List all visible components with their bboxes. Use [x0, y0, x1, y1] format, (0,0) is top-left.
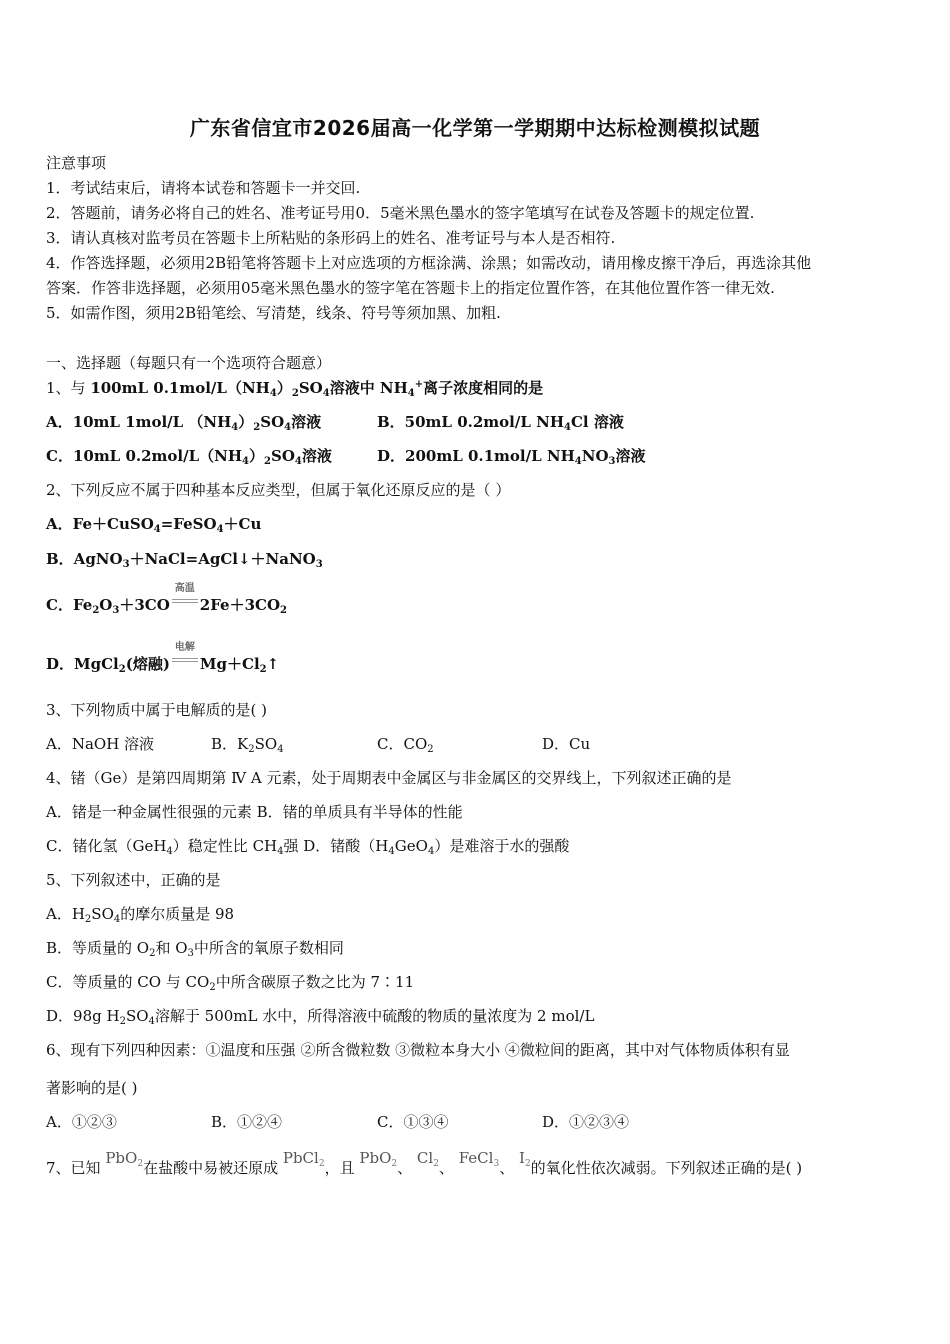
- formula-pbo2: PbO$_2$: [359, 1149, 398, 1169]
- notice-item-5: 5．如需作图，须用2B铅笔绘、写清楚，线条、符号等须加黑、加粗.: [46, 304, 501, 322]
- sup: +: [414, 379, 424, 390]
- q3-option-d: D．Cu: [542, 735, 591, 753]
- question-6-stem: 6、现有下列四种因素：①温度和压强 ②所含微粒数 ③微粒本身大小 ④微粒间的距离，其中对气体物质体积有显: [46, 1041, 790, 1059]
- question-2-stem: 2、下列反应不属于四种基本反应类型，但属于氧化还原反应的是（ ）: [46, 481, 511, 499]
- q1-option-a: A．10mL 1mol/L $(NH_4)_2SO_4$溶液: [46, 413, 322, 433]
- sub: 2: [291, 388, 299, 399]
- question-6-stem-cont: 著影响的是( ): [46, 1079, 138, 1097]
- notice-item-4-cont: 答案．作答非选择题，必须用05毫米黑色墨水的签字笔在答题卡上的指定位置作答，在其他位置作答一律无效.: [46, 279, 775, 297]
- sub: 4: [269, 388, 277, 399]
- question-1-stem: [46, 377, 543, 398]
- q5-option-d: D．98g $H_2SO_4$溶解于 500mL 水中，所得溶液中硫酸的物质的量浓度为 2 mol/L: [46, 1007, 595, 1027]
- text: ）: [276, 379, 292, 397]
- q4-options-ab: A．锗是一种金属性很强的元素 B．锗的单质具有半导体的性能: [46, 803, 463, 821]
- formula-pbo2: PbO$_2$: [105, 1149, 144, 1169]
- question-3-stem: 3、下列物质中属于电解质的是( ): [46, 701, 268, 719]
- q6-option-d: D．①②③④: [542, 1113, 630, 1131]
- text: 溶液中 NH: [329, 379, 408, 397]
- text: 100mL 0.1mol/L（NH: [90, 379, 270, 397]
- sub: 4: [322, 388, 330, 399]
- question-5-stem: 5、下列叙述中，正确的是: [46, 871, 221, 889]
- section-heading: 一、选择题（每题只有一个选项符合题意）: [46, 354, 332, 372]
- q4-options-cd: C．锗化氢（GeH$_4$）稳定性比 $CH_4$强 D．锗酸$(H_4GeO_4)$是难溶于水的强酸: [46, 837, 570, 857]
- q2-option-a: A．Fe＋CuSO$_4$=FeSO$_4$＋Cu: [46, 515, 262, 535]
- reaction-condition-high-temp: 高温: [172, 597, 198, 615]
- q1-option-c: C．10mL $0.2mol/L(NH_4)_2SO_4$溶液: [46, 447, 332, 467]
- reaction-condition-electrolysis: 电解: [172, 656, 198, 674]
- question-4-stem: 4、锗（Ge）是第四周期第 Ⅳ A 元素，处于周期表中金属区与非金属区的交界线上，下列叙述正确的是: [46, 769, 732, 787]
- notice-item-2: 2．答题前，请务必将自己的姓名、准考证号用0．5毫米黑色墨水的签字笔填写在试卷及答题卡的规定位置.: [46, 204, 755, 222]
- q3-option-b: B．$K_2SO_4$: [211, 735, 284, 755]
- formula-fecl3: FeCl$_3$: [458, 1149, 500, 1169]
- formula-pbcl2: PbCl$_2$: [282, 1149, 325, 1169]
- notice-item-4: 4．作答选择题，必须用2B铅笔将答题卡上对应选项的方框涂满、涂黑；如需改动，请用橡皮擦干净后，再选涂其他: [46, 254, 812, 272]
- q1-option-b: B．50mL 0.2mol/L $NH_4Cl$ 溶液: [377, 413, 624, 433]
- notice-item-1: 1．考试结束后，请将本试卷和答题卡一并交回.: [46, 179, 361, 197]
- notice-item-3: 3．请认真核对监考员在答题卡上所粘贴的条形码上的姓名、准考证号与本人是否相符.: [46, 229, 616, 247]
- q5-option-c: C．等质量的 CO 与 $CO_2$中所含碳原子数之比为 7∶11: [46, 973, 415, 993]
- page-title: 广东省信宜市2026届高一化学第一学期期中达标检测模拟试题: [189, 116, 761, 140]
- notice-heading: 注意事项: [46, 154, 107, 172]
- formula-cl2: $Cl_2$: [416, 1149, 439, 1169]
- formula-i2: $I_2$: [519, 1149, 531, 1169]
- q6-option-a: A．①②③: [46, 1113, 117, 1131]
- q6-option-b: B．①②④: [211, 1113, 283, 1131]
- q3-option-c: C．$CO_2$: [377, 735, 434, 755]
- q5-option-a: A．$H_2SO_4$的摩尔质量是 98: [46, 905, 235, 925]
- q2-option-c: C．$Fe_2O_3+3CO$ 高温 $2Fe+3CO_2$: [46, 583, 288, 616]
- text: [90, 379, 543, 397]
- question-7-stem: 7、已知 PbO$_2$在盐酸中易被还原成 PbCl$_2$，且 PbO$_2$、 $Cl_2$、 FeCl$_3$、 $I_2$的氧化性依次减弱。下列叙述正确的是( ): [46, 1149, 803, 1177]
- text: 1、与: [46, 379, 91, 397]
- text: SO: [298, 379, 323, 397]
- text: 离子浓度相同的是: [423, 379, 544, 397]
- q1-option-d: D．200mL 0.1mol/L $NH_4NO_3$溶液: [377, 447, 646, 467]
- q2-option-d: D．MgCl$_2$(熔融) 电解 $Mg+Cl_2↑$: [46, 642, 280, 675]
- q2-option-b: B．AgNO$_3$＋NaCl=AgCl↓＋NaNO$_3$: [46, 550, 323, 570]
- q5-option-b: B．等质量的 $O_2$和 $O_3$中所含的氧原子数相同: [46, 939, 344, 959]
- q6-option-c: C．①③④: [377, 1113, 449, 1131]
- sub: 4: [407, 388, 415, 399]
- q3-option-a: A．NaOH 溶液: [46, 735, 155, 753]
